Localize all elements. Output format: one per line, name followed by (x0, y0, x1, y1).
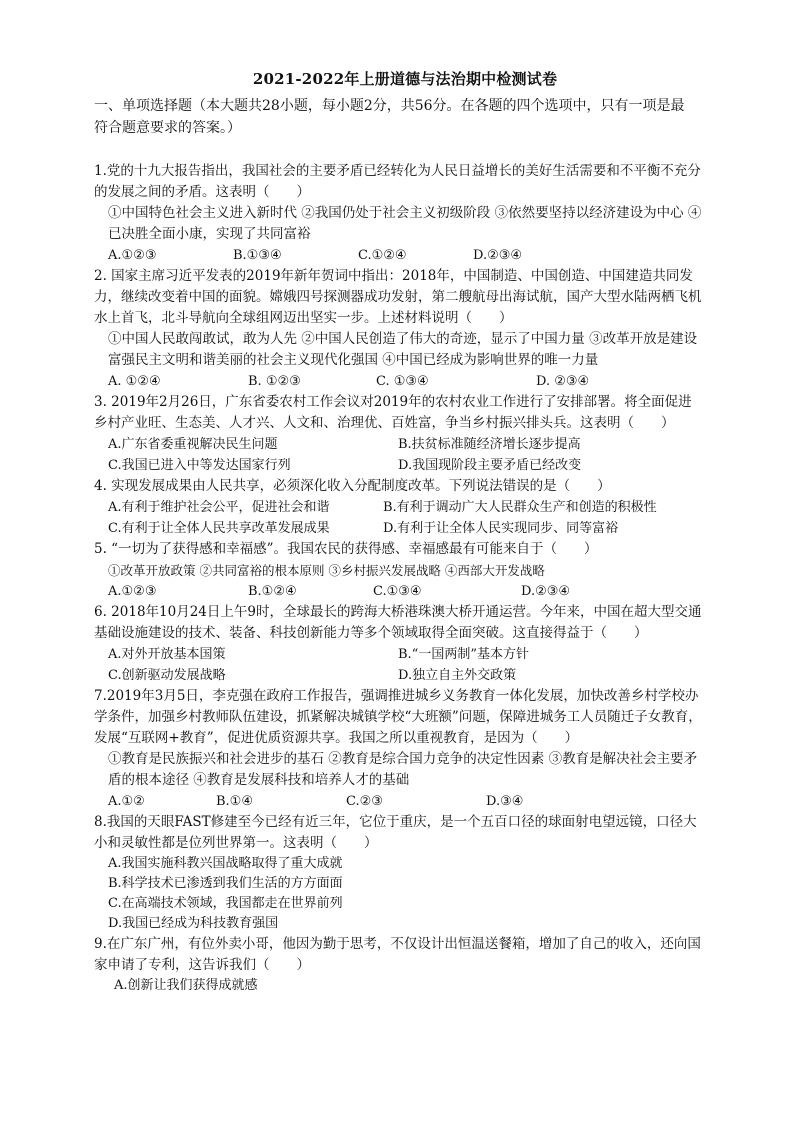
question-5 (94, 539, 702, 602)
option-a[interactable]: A.①② (108, 794, 145, 809)
option-b[interactable]: B.①③④ (233, 248, 282, 263)
exam-page (94, 68, 702, 996)
option-c[interactable]: C.创新驱动发展战略 (108, 668, 226, 683)
option-c[interactable]: C.①③④ (373, 584, 422, 599)
question-1 (94, 161, 702, 266)
question-stem: 9.在广东广州，有位外卖小哥，他因为勤于思考，不仅设计出恒温送餐箱，增加了自己的收入，还向国家申请了专利，这告诉我们（ ） (94, 936, 701, 973)
question-options (108, 644, 702, 686)
option-a[interactable]: A.我国实施科教兴国战略取得了重大成就 (108, 856, 343, 871)
option-a[interactable]: A.创新让我们获得成就感 (114, 978, 258, 993)
question-3 (94, 392, 702, 476)
question-stem: 8.我国的天眼FAST修建至今已经有近三年，它位于重庆，是一个五百口径的球面射电望远镜，口径大小和灵敏性都是位列世界第一。这表明（ ） (94, 814, 697, 851)
option-c[interactable]: C. ①③④ (376, 374, 429, 389)
question-9 (94, 934, 702, 996)
option-b[interactable]: B.①②④ (248, 584, 297, 599)
question-6 (94, 602, 702, 686)
option-b[interactable]: B.扶贫标准随经济增长逐步提高 (398, 437, 581, 452)
question-stem: 7.2019年3月5日，李克强在政府工作报告，强调推进城乡义务教育一体化发展，加快改善乡村学校办学条件，加强乡村教师队伍建设，抓紧解决城镇学校“大班额”问题，保障进城务工人员随迁子女教育，发展“互联网+教育”，促进优质资源共享。我国之所以重视教育，是因为（ ） (94, 688, 702, 746)
page-title: 2021-2022年上册道德与法治期中检测试卷 (252, 70, 558, 88)
option-a[interactable]: A.对外开放基本国策 (108, 647, 226, 662)
question-7 (94, 686, 702, 812)
option-d[interactable]: D. ②③④ (536, 374, 590, 389)
option-b[interactable]: B.“一国两制”基本方针 (398, 647, 529, 662)
section-heading: 一、单项选择题（本大题共28小题，每小题2分，共56分。在各题的四个选项中，只有一项是最符合题意要求的答案。） (94, 98, 685, 136)
option-b[interactable]: B.①④ (216, 794, 253, 809)
question-options (108, 434, 702, 476)
option-c[interactable]: C.在高端技术领域，我国都走在世界前列 (108, 896, 343, 911)
question-options (108, 371, 702, 392)
option-a[interactable]: A.①②③ (108, 248, 157, 263)
option-d[interactable]: D.②③④ (521, 584, 571, 599)
question-stem: 5. “一切为了获得感和幸福感”。我国农民的获得感、幸福感最有可能来自于（ ） (94, 541, 598, 557)
question-2 (94, 266, 702, 392)
option-d[interactable]: D.我国现阶段主要矛盾已经改变 (398, 458, 582, 473)
question-stem: 2. 国家主席习近平发表的2019年新年贺词中指出：2018年，中国制造、中国创造、中国建造共同发力，继续改变着中国的面貌。嫦娥四号探测器成功发射，第二艘航母出海试航，国产大型水陆两栖飞机水上首飞，北斗导航向全球组网迈出坚实一步。上述材料说明（ ） (94, 268, 702, 326)
question-stem: 1.党的十九大报告指出，我国社会的主要矛盾已经转化为人民日益增长的美好生活需要和不平衡不充分的发展之间的矛盾。这表明（ ） (94, 163, 701, 200)
option-b[interactable]: B.科学技术已渗透到我们生活的方方面面 (108, 876, 343, 891)
question-stem: 4. 实现发展成果由人民共享，必须深化收入分配制度改革。下列说法错误的是（ ） (94, 478, 611, 494)
option-d[interactable]: D.有利于让全体人民实现同步、同等富裕 (383, 521, 619, 536)
option-c[interactable]: C.我国已进入中等发达国家行列 (108, 458, 291, 473)
option-a[interactable]: A. ①②④ (108, 374, 161, 389)
option-d[interactable]: D.②③④ (473, 248, 523, 263)
option-b[interactable]: B. ①②③ (248, 374, 301, 389)
option-c[interactable]: C.②③ (346, 794, 383, 809)
option-c[interactable]: C.有利于让全体人民共享改革发展成果 (108, 521, 330, 536)
option-a[interactable]: A.广东省委重视解决民生问题 (108, 437, 278, 452)
option-d[interactable]: D.我国已经成为科技教育强国 (108, 916, 279, 931)
option-c[interactable]: C.①②④ (358, 248, 407, 263)
question-8 (94, 812, 702, 934)
question-stem: 3. 2019年2月26日，广东省委农村工作会议对2019年的农村农业工作进行了安排部署。将全面促进乡村产业旺、生态美、人才兴、人文和、治理优、百姓富，争当乡村振兴排头兵。这表明（ ） (94, 394, 692, 431)
question-options (108, 791, 702, 812)
option-d[interactable]: D.独立自主外交政策 (398, 668, 517, 683)
question-4 (94, 476, 702, 539)
option-a[interactable]: A.①②③ (108, 584, 157, 599)
question-items: ①改革开放政策 ②共同富裕的根本原则 ③乡村振兴发展战略 ④西部大开发战略 (108, 563, 545, 578)
question-items: ①中国人民敢闯敢试，敢为人先 ②中国人民创造了伟大的奇迹，显示了中国力量 ③改革开放是建设富强民主文明和谐美丽的社会主义现代化强国 ④中国已经成为影响世界的唯一力量 (108, 331, 698, 368)
option-a[interactable]: A.有利于维护社会公平，促进社会和谐 (108, 500, 330, 515)
question-options (108, 581, 702, 602)
question-options (108, 497, 702, 539)
question-options (108, 245, 702, 266)
question-items: ①教育是民族振兴和社会进步的基石 ②教育是综合国力竞争的决定性因素 ③教育是解决社会主要矛盾的根本途径 ④教育是发展科技和培养人才的基础 (108, 751, 698, 788)
option-b[interactable]: B.有利于调动广大人民群众生产和创造的积极性 (383, 500, 657, 515)
option-d[interactable]: D.③④ (486, 794, 524, 809)
question-stem: 6. 2018年10月24日上午9时，全球最长的跨海大桥港珠澳大桥开通运营。今年来，中国在超大型交通基础设施建设的技术、装备、科技创新能力等多个领域取得全面突破。这直接得益于（ ） (94, 604, 702, 641)
question-items: ①中国特色社会主义进入新时代 ②我国仍处于社会主义初级阶段 ③依然要坚持以经济建设为中心 ④已决胜全面小康，实现了共同富裕 (108, 205, 702, 242)
